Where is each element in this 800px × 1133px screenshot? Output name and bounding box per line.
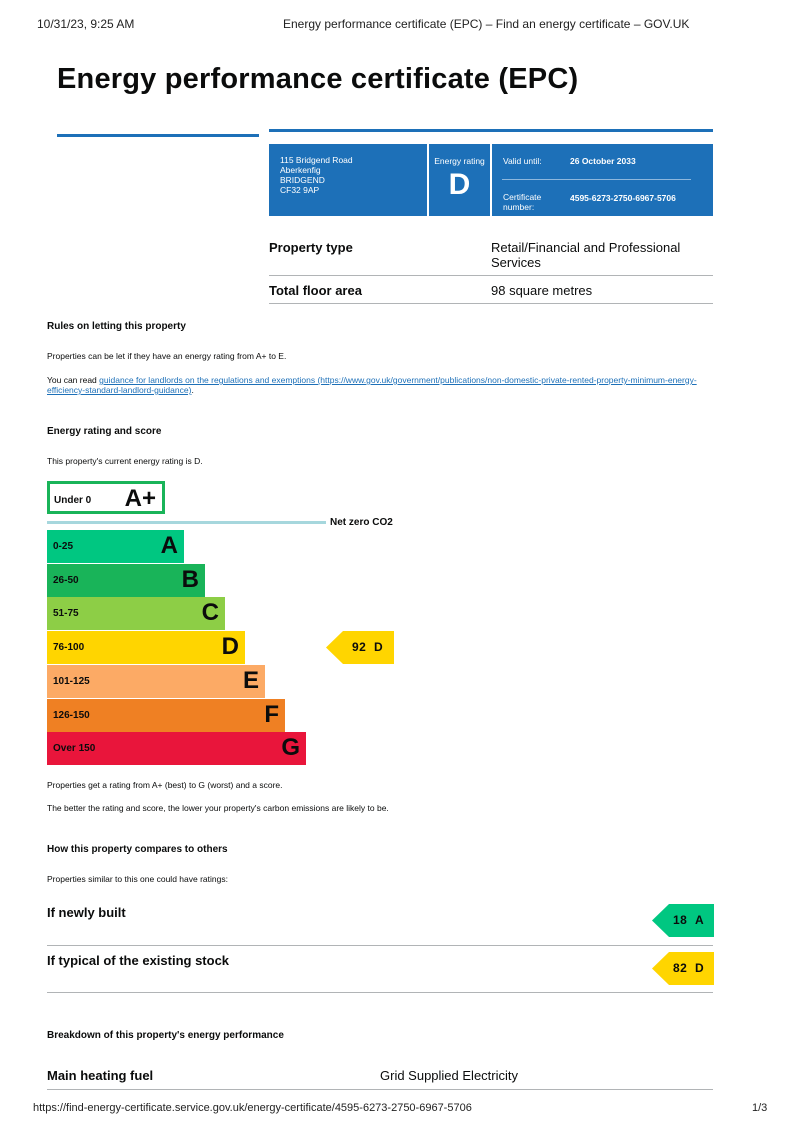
rating-band-d: [47, 631, 245, 664]
compare-divider: [47, 992, 713, 993]
current-rating-text: This property's current energy rating is D.: [47, 456, 203, 466]
left-divider: [57, 134, 259, 137]
rating-note: The better the rating and score, the lower your property's carbon emissions are likely to be.: [47, 803, 389, 813]
rating-band-f: [47, 699, 285, 732]
current-letter: D: [374, 640, 384, 654]
band-range: 0-25: [53, 541, 74, 552]
heating-fuel-value: Grid Supplied Electricity: [380, 1068, 518, 1083]
rating-note: Properties get a rating from A+ (best) to G (worst) and a score.: [47, 780, 283, 790]
rating-band-c: [47, 597, 225, 630]
breakdown-divider: [47, 1089, 713, 1090]
valid-until-value: 26 October 2033: [570, 156, 636, 166]
band-letter: D: [221, 633, 239, 660]
net-zero-label: Net zero CO2: [330, 517, 393, 528]
rating-band-a: [47, 530, 184, 563]
floor-area-label: Total floor area: [269, 283, 362, 298]
print-url: https://find-energy-certificate.service.gov.uk/energy-certificate/4595-6273-2750-6967-5706: [33, 1102, 472, 1114]
guidance-suffix: .: [191, 385, 194, 395]
typical-stock-rating-value: [673, 961, 704, 975]
summary-row-divider: [502, 179, 691, 180]
certificate-number-label: Certificate number:: [503, 192, 542, 212]
summary-separator: [490, 144, 492, 216]
property-type-value: Retail/Financial and Professional Services: [491, 240, 681, 270]
compare-label-typical: If typical of the existing stock: [47, 953, 230, 968]
address-line: BRIDGEND: [280, 175, 325, 185]
band-letter: F: [264, 701, 279, 728]
rating-band-b: [47, 564, 205, 597]
new-build-rating-value: [673, 913, 704, 927]
page-title: Energy performance certificate (EPC): [57, 63, 579, 95]
certificate-summary-box: [269, 144, 713, 216]
new-build-score: 18: [673, 913, 688, 927]
heating-fuel-label: Main heating fuel: [47, 1068, 154, 1083]
band-range: Over 150: [53, 743, 96, 754]
address-line: 115 Bridgend Road: [280, 155, 353, 165]
breakdown-heading: Breakdown of this property's energy performance: [47, 1030, 284, 1041]
band-letter: E: [242, 667, 259, 694]
typical-stock-score: 82: [673, 961, 688, 975]
band-letter: B: [181, 566, 199, 593]
letting-text: Properties can be let if they have an energy rating from A+ to E.: [47, 351, 287, 361]
rating-band-g: [47, 732, 306, 765]
band-range: 76-100: [53, 642, 85, 653]
print-datetime: 10/31/23, 9:25 AM: [37, 17, 135, 31]
property-address: [280, 155, 353, 195]
address-line: CF32 9AP: [280, 185, 320, 195]
rating-band-aplus: [47, 481, 165, 514]
landlord-guidance-link[interactable]: guidance for landlords on the regulations and exemptions (https://www.gov.uk/government/publications/non-domestic-private-rented-property-minimum-energy-efficiency-standard-landlord-guidance): [47, 375, 697, 395]
band-letter: A: [160, 532, 178, 559]
valid-until-label: Valid until:: [503, 156, 542, 166]
band-letter: G: [281, 734, 300, 761]
property-type-row: [269, 230, 713, 276]
compare-heading: How this property compares to others: [47, 844, 228, 855]
right-divider: [269, 129, 713, 132]
letting-guidance-text: [47, 375, 713, 395]
compare-label-new: If newly built: [47, 905, 126, 920]
band-range: Under 0: [54, 495, 92, 506]
letting-heading: Rules on letting this property: [47, 321, 186, 332]
property-type-label: Property type: [269, 240, 353, 255]
certificate-number-value: 4595-6273-2750-6967-5706: [570, 193, 676, 203]
band-letter: A+: [124, 485, 156, 512]
compare-intro: Properties similar to this one could have ratings:: [47, 874, 228, 884]
floor-area-row: [269, 276, 713, 304]
band-range: 51-75: [53, 608, 79, 619]
net-zero-line: [47, 521, 326, 524]
energy-rating-label: Energy rating: [434, 156, 485, 166]
band-range: 101-125: [53, 676, 90, 687]
rating-band-e: [47, 665, 265, 698]
band-range: 26-50: [53, 575, 79, 586]
new-build-letter: A: [695, 913, 705, 927]
print-page-title: Energy performance certificate (EPC) – Find an energy certificate – GOV.UK: [283, 17, 690, 31]
energy-rating-letter: D: [448, 168, 471, 201]
address-line: Aberkenfig: [280, 165, 321, 175]
current-rating-value: [352, 640, 383, 654]
floor-area-value: 98 square metres: [491, 283, 593, 298]
compare-divider: [47, 945, 713, 946]
typical-stock-letter: D: [695, 961, 705, 975]
current-score: 92: [352, 640, 367, 654]
guidance-prefix: You can read: [47, 375, 100, 385]
band-range: 126-150: [53, 710, 90, 721]
print-page-number: 1/3: [752, 1102, 768, 1114]
band-letter: C: [201, 599, 219, 626]
energy-rating-heading: Energy rating and score: [47, 426, 162, 437]
